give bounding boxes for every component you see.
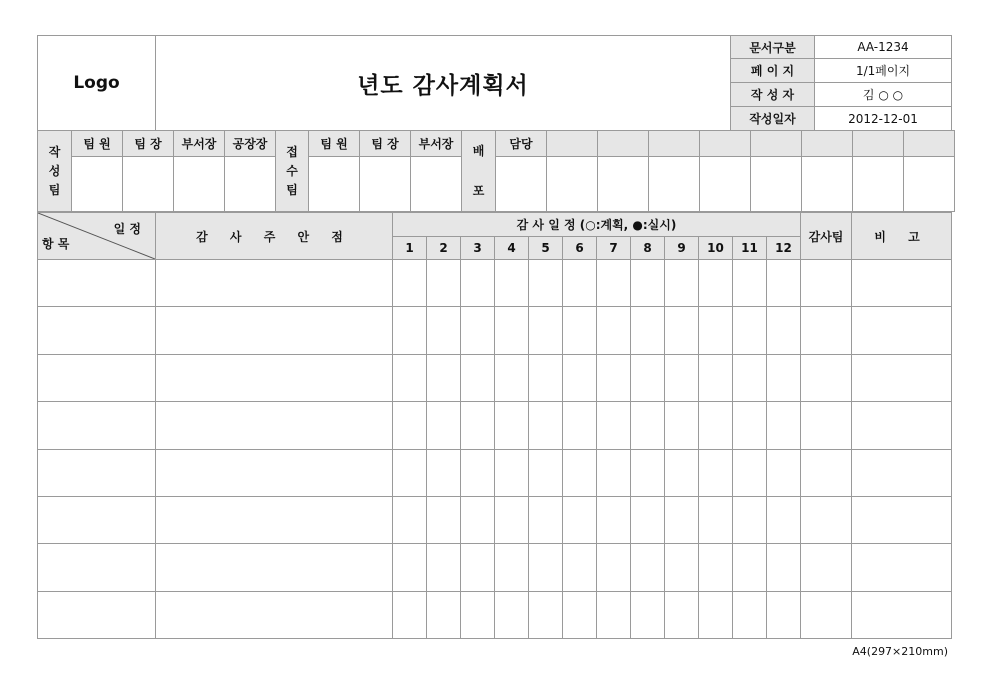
month-cell[interactable] (733, 544, 767, 591)
month-cell[interactable] (767, 449, 801, 496)
month-cell[interactable] (427, 449, 461, 496)
month-cell[interactable] (495, 496, 529, 543)
month-cell[interactable] (529, 402, 563, 449)
doc-type-label: 문서구분 (731, 36, 815, 59)
month-cell[interactable] (733, 307, 767, 354)
focus-cell[interactable] (156, 260, 393, 307)
month-header: 4 (495, 237, 529, 260)
team-cell[interactable] (801, 496, 852, 543)
table-row (38, 591, 952, 638)
receiver-team-label: 접 수 팀 (276, 131, 309, 212)
month-header: 5 (529, 237, 563, 260)
approval-table (37, 130, 955, 212)
month-cell[interactable] (427, 591, 461, 638)
month-cell[interactable] (767, 544, 801, 591)
table-row (38, 544, 952, 591)
month-cell[interactable] (767, 354, 801, 401)
month-cell[interactable] (767, 496, 801, 543)
distribution-cell[interactable] (598, 157, 649, 212)
month-cell[interactable] (699, 591, 733, 638)
distribution-header-cell (649, 131, 700, 157)
month-cell[interactable] (597, 496, 631, 543)
month-cell[interactable] (563, 591, 597, 638)
writer-member-header: 팀 원 (72, 131, 123, 157)
team-cell[interactable] (801, 307, 852, 354)
focus-cell[interactable] (156, 449, 393, 496)
month-cell[interactable] (461, 449, 495, 496)
month-header: 9 (665, 237, 699, 260)
remarks-cell[interactable] (852, 354, 952, 401)
author-value[interactable]: 김 ○ ○ (815, 83, 952, 107)
month-cell[interactable] (733, 260, 767, 307)
month-cell[interactable] (733, 449, 767, 496)
month-cell[interactable] (461, 496, 495, 543)
month-cell[interactable] (393, 449, 427, 496)
month-header: 2 (427, 237, 461, 260)
month-cell[interactable] (393, 496, 427, 543)
month-cell[interactable] (597, 544, 631, 591)
table-row (38, 307, 952, 354)
month-header: 11 (733, 237, 767, 260)
team-cell[interactable] (801, 354, 852, 401)
distribution-cell[interactable] (751, 157, 802, 212)
distribution-cell[interactable] (802, 157, 853, 212)
month-header: 8 (631, 237, 665, 260)
month-cell[interactable] (597, 354, 631, 401)
table-row (38, 402, 952, 449)
writer-leader-header: 팀 장 (123, 131, 174, 157)
team-cell[interactable] (801, 544, 852, 591)
month-cell[interactable] (495, 449, 529, 496)
month-cell[interactable] (393, 544, 427, 591)
month-cell[interactable] (597, 449, 631, 496)
month-cell[interactable] (563, 496, 597, 543)
month-cell[interactable] (495, 354, 529, 401)
focus-cell[interactable] (156, 307, 393, 354)
month-cell[interactable] (665, 449, 699, 496)
focus-cell[interactable] (156, 402, 393, 449)
item-cell[interactable] (38, 354, 156, 401)
month-cell[interactable] (495, 260, 529, 307)
month-cell[interactable] (461, 307, 495, 354)
month-cell[interactable] (699, 496, 733, 543)
focus-cell[interactable] (156, 496, 393, 543)
month-header: 6 (563, 237, 597, 260)
month-cell[interactable] (665, 544, 699, 591)
writer-plant-head-header: 공장장 (225, 131, 276, 157)
month-cell[interactable] (733, 354, 767, 401)
item-cell[interactable] (38, 544, 156, 591)
table-row (38, 260, 952, 307)
month-header: 10 (699, 237, 733, 260)
month-cell[interactable] (631, 449, 665, 496)
date-value[interactable]: 2012-12-01 (815, 107, 952, 131)
month-cell[interactable] (495, 544, 529, 591)
signature-cell[interactable] (411, 157, 462, 212)
team-cell[interactable] (801, 260, 852, 307)
document-header (37, 35, 952, 131)
remarks-cell[interactable] (852, 449, 952, 496)
month-cell[interactable] (767, 260, 801, 307)
month-cell[interactable] (393, 402, 427, 449)
audit-team-header: 감사팀 (801, 213, 852, 260)
distribution-header-cell (802, 131, 853, 157)
month-cell[interactable] (631, 260, 665, 307)
distribution-cell[interactable] (700, 157, 751, 212)
month-cell[interactable] (461, 544, 495, 591)
audit-schedule-header: 감 사 일 정 (○:계획, ●:실시) (393, 213, 801, 237)
month-header: 7 (597, 237, 631, 260)
month-cell[interactable] (529, 307, 563, 354)
month-cell[interactable] (427, 496, 461, 543)
table-row (38, 354, 952, 401)
month-cell[interactable] (529, 496, 563, 543)
focus-cell[interactable] (156, 544, 393, 591)
month-header: 3 (461, 237, 495, 260)
distribution-cell[interactable] (547, 157, 598, 212)
logo: Logo (38, 36, 156, 131)
month-cell[interactable] (665, 496, 699, 543)
writer-team-label: 작 성 팀 (38, 131, 72, 212)
team-cell[interactable] (801, 449, 852, 496)
item-schedule-corner-header (38, 213, 156, 260)
signature-cell[interactable] (309, 157, 360, 212)
paper-size-note: A4(297×210mm) (852, 645, 948, 658)
month-cell[interactable] (427, 544, 461, 591)
team-cell[interactable] (801, 591, 852, 638)
audit-focus-header: 감 사 주 안 점 (156, 213, 393, 260)
table-row (38, 449, 952, 496)
month-cell[interactable] (597, 402, 631, 449)
item-cell[interactable] (38, 449, 156, 496)
month-cell[interactable] (665, 591, 699, 638)
month-cell[interactable] (699, 260, 733, 307)
item-cell[interactable] (38, 307, 156, 354)
receiver-dept-head-header: 부서장 (411, 131, 462, 157)
author-label: 작 성 자 (731, 83, 815, 107)
month-cell[interactable] (631, 307, 665, 354)
date-label: 작성일자 (731, 107, 815, 131)
signature-cell[interactable] (225, 157, 276, 212)
signature-cell[interactable] (123, 157, 174, 212)
month-cell[interactable] (495, 307, 529, 354)
signature-cell[interactable] (360, 157, 411, 212)
month-cell[interactable] (427, 260, 461, 307)
month-cell[interactable] (597, 260, 631, 307)
month-cell[interactable] (563, 402, 597, 449)
table-row (38, 496, 952, 543)
month-cell[interactable] (665, 307, 699, 354)
month-cell[interactable] (427, 354, 461, 401)
month-cell[interactable] (699, 544, 733, 591)
distribution-cell[interactable] (496, 157, 547, 212)
focus-cell[interactable] (156, 591, 393, 638)
writer-dept-head-header: 부서장 (174, 131, 225, 157)
month-cell[interactable] (699, 307, 733, 354)
receiver-leader-header: 팀 장 (360, 131, 411, 157)
month-cell[interactable] (461, 354, 495, 401)
distribution-cell[interactable] (853, 157, 904, 212)
item-cell[interactable] (38, 591, 156, 638)
month-cell[interactable] (495, 402, 529, 449)
distribution-header-cell (751, 131, 802, 157)
distribution-cell[interactable] (649, 157, 700, 212)
month-header: 1 (393, 237, 427, 260)
month-cell[interactable] (699, 402, 733, 449)
month-cell[interactable] (631, 354, 665, 401)
month-cell[interactable] (563, 307, 597, 354)
item-cell[interactable] (38, 402, 156, 449)
month-cell[interactable] (529, 260, 563, 307)
signature-cell[interactable] (72, 157, 123, 212)
month-cell[interactable] (563, 354, 597, 401)
distribution-label: 배 포 (462, 131, 496, 212)
month-cell[interactable] (529, 591, 563, 638)
receiver-member-header: 팀 원 (309, 131, 360, 157)
remarks-header: 비 고 (852, 213, 952, 260)
month-cell[interactable] (665, 260, 699, 307)
focus-cell[interactable] (156, 354, 393, 401)
team-cell[interactable] (801, 402, 852, 449)
month-cell[interactable] (767, 307, 801, 354)
remarks-cell[interactable] (852, 496, 952, 543)
remarks-cell[interactable] (852, 402, 952, 449)
month-cell[interactable] (733, 591, 767, 638)
month-cell[interactable] (563, 449, 597, 496)
month-cell[interactable] (665, 402, 699, 449)
page-label: 페 이 지 (731, 59, 815, 83)
month-cell[interactable] (733, 402, 767, 449)
month-header: 12 (767, 237, 801, 260)
month-cell[interactable] (631, 496, 665, 543)
page-value[interactable]: 1/1페이지 (815, 59, 952, 83)
distribution-header-cell (547, 131, 598, 157)
month-cell[interactable] (393, 307, 427, 354)
month-cell[interactable] (461, 591, 495, 638)
remarks-cell[interactable] (852, 307, 952, 354)
distribution-manager-header: 담당 (496, 131, 547, 157)
month-cell[interactable] (393, 260, 427, 307)
month-cell[interactable] (529, 354, 563, 401)
month-cell[interactable] (427, 307, 461, 354)
month-cell[interactable] (767, 402, 801, 449)
item-cell[interactable] (38, 496, 156, 543)
month-cell[interactable] (733, 496, 767, 543)
page-title: 년도 감사계획서 (156, 36, 731, 131)
doc-type-value[interactable]: AA-1234 (815, 36, 952, 59)
month-cell[interactable] (461, 260, 495, 307)
distribution-header-cell (853, 131, 904, 157)
distribution-cell[interactable] (904, 157, 955, 212)
month-cell[interactable] (597, 307, 631, 354)
month-cell[interactable] (427, 402, 461, 449)
month-cell[interactable] (563, 544, 597, 591)
signature-cell[interactable] (174, 157, 225, 212)
remarks-cell[interactable] (852, 544, 952, 591)
month-cell[interactable] (597, 591, 631, 638)
distribution-header-cell (904, 131, 955, 157)
remarks-cell[interactable] (852, 260, 952, 307)
month-cell[interactable] (767, 591, 801, 638)
schedule-axis-label: 일 정 (113, 222, 141, 236)
month-cell[interactable] (563, 260, 597, 307)
month-cell[interactable] (699, 449, 733, 496)
remarks-cell[interactable] (852, 591, 952, 638)
audit-plan-table (37, 212, 952, 639)
distribution-header-cell (598, 131, 649, 157)
month-cell[interactable] (665, 354, 699, 401)
month-cell[interactable] (631, 591, 665, 638)
month-cell[interactable] (393, 354, 427, 401)
month-cell[interactable] (699, 354, 733, 401)
month-cell[interactable] (631, 402, 665, 449)
month-cell[interactable] (529, 544, 563, 591)
month-cell[interactable] (631, 544, 665, 591)
month-cell[interactable] (461, 402, 495, 449)
item-cell[interactable] (38, 260, 156, 307)
distribution-header-cell (700, 131, 751, 157)
month-cell[interactable] (529, 449, 563, 496)
month-cell[interactable] (393, 591, 427, 638)
month-cell[interactable] (495, 591, 529, 638)
item-axis-label: 항 목 (42, 237, 70, 251)
